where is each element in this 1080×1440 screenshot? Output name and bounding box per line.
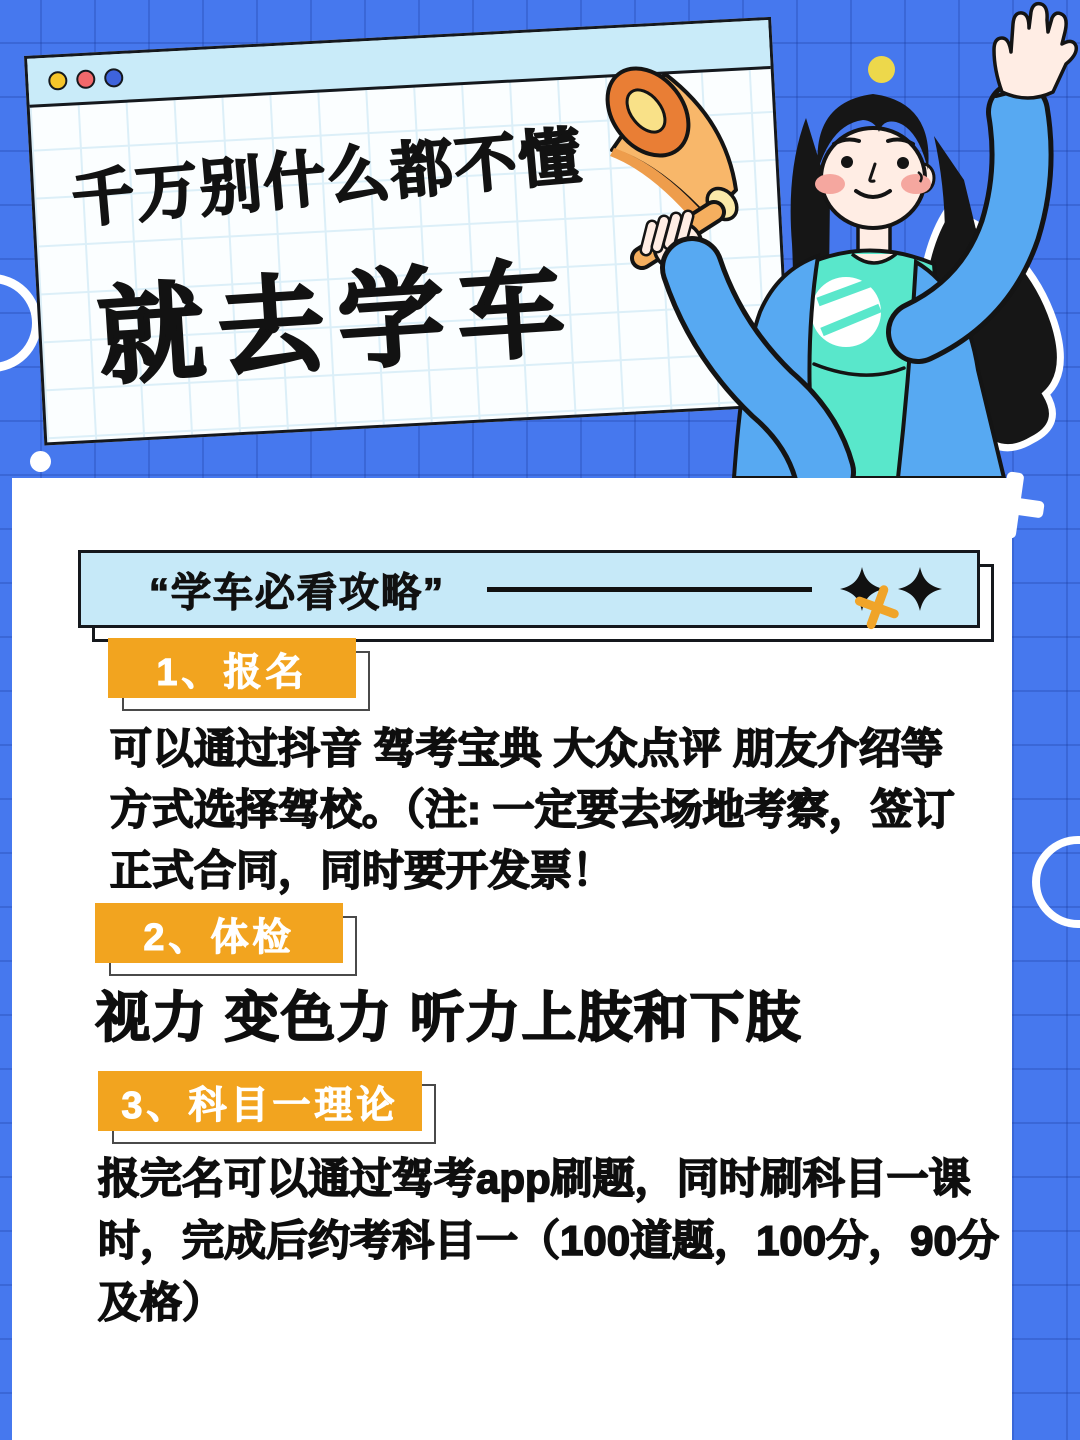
guide-title: “学车必看攻略” bbox=[149, 570, 445, 615]
step-1-text: 可以通过抖音 驾考宝典 大众点评 朋友介绍等 方式选择驾校。（注: 一定要去场地考察，签订 正式合同，同时要开发票！ bbox=[110, 725, 955, 894]
step-badge-1: 1、报名 bbox=[108, 638, 356, 698]
plus-decoration-white-icon bbox=[974, 468, 1049, 543]
girl-illustration bbox=[566, 0, 1080, 478]
step-2-text: 视力 变色力 听力上肢和下肢 bbox=[96, 988, 803, 1048]
step-3-text: 报完名可以通过驾考app刷题，同时刷科目一课 时，完成后约考科目一（100道题，100分，90分 及格） bbox=[98, 1155, 999, 1326]
hero-title-line2: 就去学车 bbox=[95, 249, 582, 398]
step-badge-2: 2、体检 bbox=[95, 903, 343, 963]
ring-decoration-left bbox=[0, 274, 41, 372]
raised-hand bbox=[994, 4, 1076, 98]
sparkle-icon bbox=[897, 566, 943, 612]
divider-line bbox=[487, 587, 812, 592]
hero-title-line1: 千万别什么都不懂 bbox=[69, 122, 586, 236]
ring-decoration-right bbox=[1032, 836, 1080, 928]
white-dot-decoration bbox=[30, 451, 51, 472]
blush-left bbox=[815, 174, 845, 194]
eye-left bbox=[841, 156, 853, 168]
window-dot-blue-icon bbox=[104, 67, 124, 87]
face bbox=[815, 94, 934, 228]
window-dot-yellow-icon bbox=[48, 70, 68, 90]
step-badge-3: 3、科目一理论 bbox=[98, 1071, 422, 1131]
blush-right bbox=[901, 174, 931, 194]
window-dot-red-icon bbox=[76, 69, 96, 89]
eye-right bbox=[897, 157, 909, 169]
guide-header bbox=[78, 550, 980, 628]
